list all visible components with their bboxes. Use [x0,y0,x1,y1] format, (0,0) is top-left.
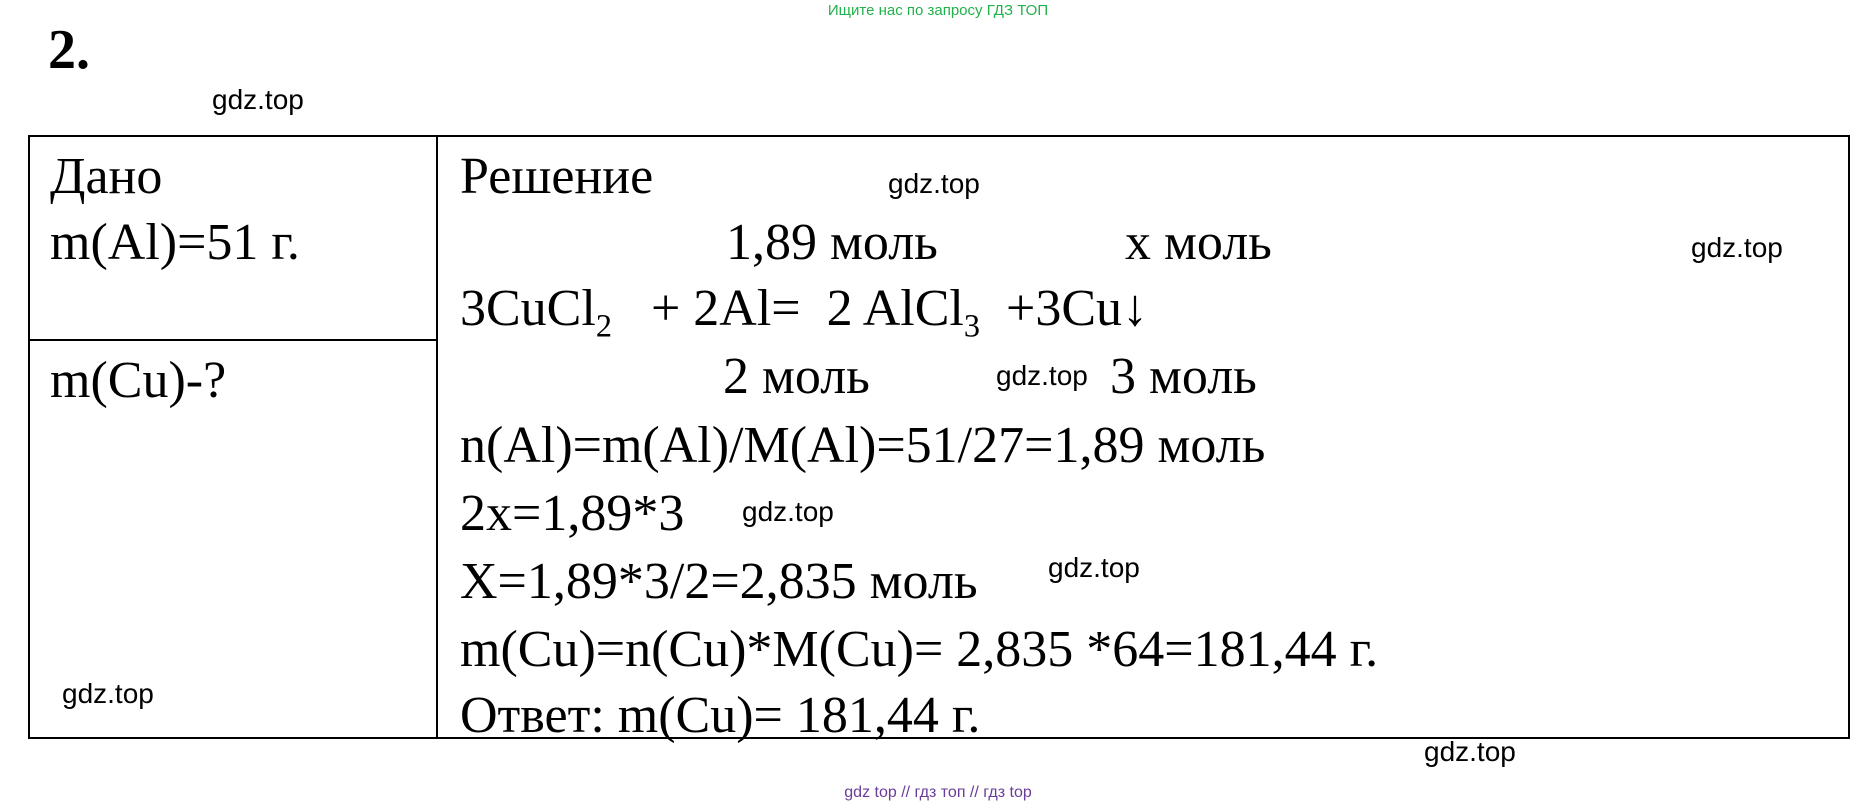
reaction-equation [460,280,1149,344]
footer-links: gdz top // гдз топ // гдз top [844,784,1032,801]
task-number: 2. [48,19,90,81]
given-label: Дано [50,148,163,205]
product-subscript: 3 [963,307,980,344]
watermark: gdz.top [62,678,154,709]
moles-below-cu: 3 моль [1110,348,1257,405]
reactant-al-product-alcl: + 2Al= 2 AlCl [611,280,964,337]
watermark: gdz.top [1424,736,1516,767]
search-banner: Ищите нас по запросу ГДЗ ТОП [827,2,1049,19]
product-cu: +3Cu↓ [980,280,1149,337]
solution-table [28,135,1850,744]
watermark: gdz.top [742,496,834,527]
moles-above-al: 1,89 моль [726,214,938,271]
moles-above-cu: x моль [1125,214,1272,271]
watermark: gdz.top [888,168,980,199]
watermark: gdz.top [1048,552,1140,583]
moles-below-al: 2 моль [723,348,870,405]
solution-label: Решение [460,148,654,205]
moles-calculation: n(Al)=m(Al)/M(Al)=51/27=1,89 моль [460,417,1266,474]
given-mass: m(Al)=51 г. [50,214,300,271]
reactant-cucl: 3CuCl [460,280,596,337]
watermark: gdz.top [1691,232,1783,263]
x-calculation: X=1,89*3/2=2,835 моль [460,553,978,610]
row-divider [30,339,436,341]
column-divider [436,137,438,737]
answer-line: Ответ: m(Cu)= 181,44 г. [460,687,981,744]
proportion-line: 2x=1,89*3 [460,485,685,542]
reactant-subscript: 2 [595,307,612,344]
unknown-quantity: m(Cu)-? [50,352,227,409]
watermark: gdz.top [996,360,1088,391]
watermark: gdz.top [212,84,304,115]
mass-calculation: m(Cu)=n(Cu)*M(Cu)= 2,835 *64=181,44 г. [460,621,1379,678]
